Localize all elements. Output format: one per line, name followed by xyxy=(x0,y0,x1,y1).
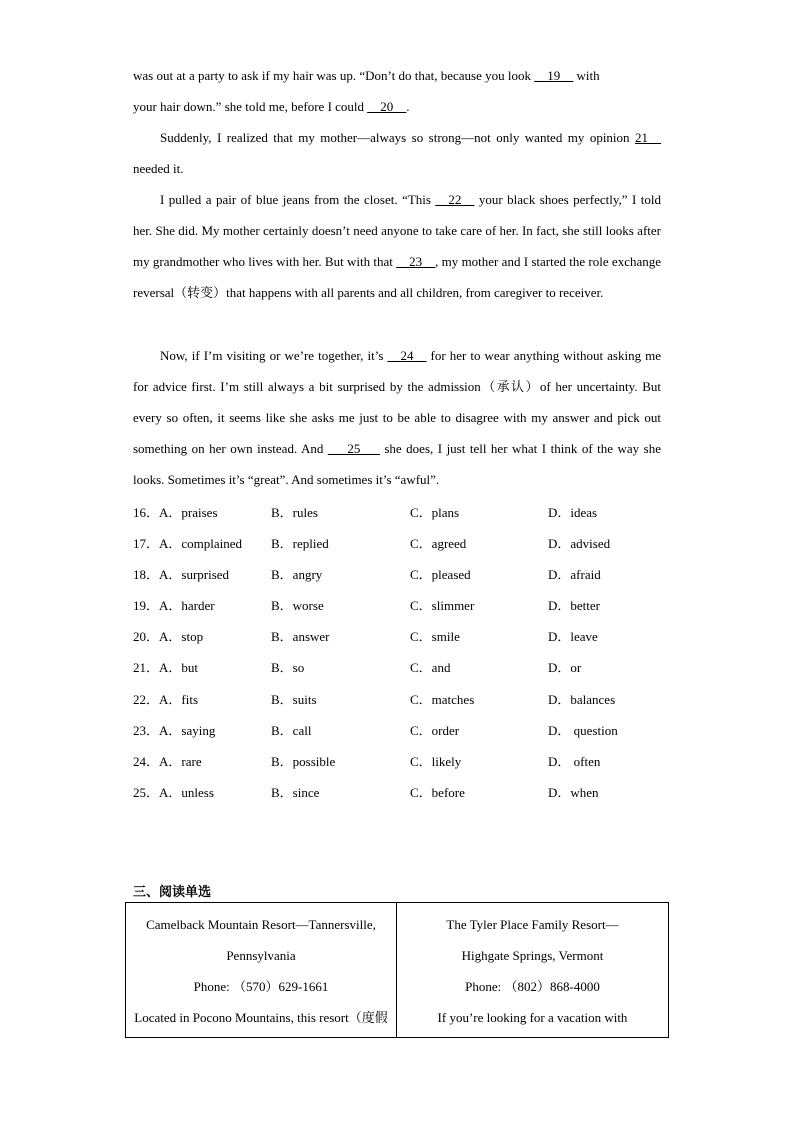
blank-22: __22__ xyxy=(435,192,475,207)
option-a[interactable]: 18．A．surprised xyxy=(133,567,230,583)
resort-cell-right xyxy=(397,903,668,1037)
p4-text-a: Now, if I’m visiting or we’re together, it’s xyxy=(160,348,388,363)
option-row-16 xyxy=(133,497,693,528)
option-d[interactable]: D．or xyxy=(548,660,582,676)
option-c[interactable]: C．matches xyxy=(410,691,475,707)
option-b[interactable]: B．answer xyxy=(271,629,330,645)
option-c[interactable]: C．pleased xyxy=(410,567,471,583)
option-row-24 xyxy=(133,746,693,777)
p3-text-a: I pulled a pair of blue jeans from the closet. “This xyxy=(160,192,436,207)
option-row-19 xyxy=(133,590,693,621)
option-a[interactable]: 21．A．but xyxy=(133,660,199,676)
p1-text-c: your hair down.” she told me, before I could xyxy=(133,99,368,114)
resort-name-line2: Pennsylvania xyxy=(226,948,296,963)
passage-paragraph-3 xyxy=(133,184,661,308)
p1-text-a: was out at a party to ask if my hair was up. “Don’t do that, because you look xyxy=(133,68,535,83)
option-b[interactable]: B．rules xyxy=(271,505,318,520)
resort-phone: Phone: （802）868-4000 xyxy=(465,979,600,994)
blank-23: __23__ xyxy=(396,254,436,269)
option-b[interactable]: B．call xyxy=(271,722,312,738)
options-list xyxy=(133,497,693,808)
resort-name-line1: The Tyler Place Family Resort— xyxy=(446,917,619,932)
p4-text-c: she does, I just tell her what I think of the way she looks. Sometimes it’s “great”. And sometimes it’s “awful”. xyxy=(133,441,661,487)
resort-phone: Phone: （570）629-1661 xyxy=(193,979,329,994)
option-a[interactable]: 23．A．saying xyxy=(133,722,216,738)
blank-21: 21__ xyxy=(635,130,661,145)
blank-20: __20__ xyxy=(367,99,407,114)
option-d[interactable]: D．advised xyxy=(548,536,611,552)
option-c[interactable]: C．likely xyxy=(410,753,462,769)
p2-text-a: Suddenly, I realized that my mother—always so strong—not only wanted my opinion xyxy=(160,130,635,145)
p4-text-b: for her to wear anything without asking me for advice first. I’m still always a bit surprised by the admission（承认）of her uncertainty. But every so often, it seems like she asks me just to be able to disagree with my answer and pick out something on her own instead. And xyxy=(133,348,661,456)
option-b[interactable]: B．worse xyxy=(271,598,324,614)
option-d[interactable]: D．balances xyxy=(548,691,616,707)
option-d[interactable]: D． question xyxy=(548,722,618,738)
option-row-21 xyxy=(133,652,693,683)
resort-name-line2: Highgate Springs, Vermont xyxy=(461,948,604,963)
option-c[interactable]: C．before xyxy=(410,784,465,800)
option-b[interactable]: B．replied xyxy=(271,536,329,552)
resort-cell-left xyxy=(126,903,397,1037)
option-row-17 xyxy=(133,528,693,559)
resort-name-line1: Camelback Mountain Resort—Tannersville, xyxy=(146,917,376,932)
option-c[interactable]: C．agreed xyxy=(410,536,467,552)
passage-paragraph-2 xyxy=(133,122,661,184)
option-b[interactable]: B．suits xyxy=(271,691,317,707)
option-row-22 xyxy=(133,684,693,715)
resort-description: If you’re looking for a vacation with xyxy=(437,1010,628,1025)
option-d[interactable]: D．afraid xyxy=(548,567,601,583)
blank-24: __24__ xyxy=(387,348,427,363)
option-row-25 xyxy=(133,777,693,808)
option-c[interactable]: C．smile xyxy=(410,629,460,645)
p1-text-b: with xyxy=(573,68,600,83)
section-title: 三、阅读单选 xyxy=(133,885,212,900)
option-a[interactable]: 19．A．harder xyxy=(133,598,215,614)
option-d[interactable]: D．better xyxy=(548,598,600,614)
p1-text-d: . xyxy=(406,99,410,114)
option-a[interactable]: 17．A．complained xyxy=(133,536,243,552)
option-a[interactable]: 22．A．fits xyxy=(133,691,199,707)
option-c[interactable]: C．plans xyxy=(410,505,460,520)
option-a[interactable]: 20．A．stop xyxy=(133,629,204,645)
passage-paragraph-1 xyxy=(133,60,661,122)
option-d[interactable]: D．when xyxy=(548,784,599,800)
option-b[interactable]: B．so xyxy=(271,660,305,676)
option-d[interactable]: D． often xyxy=(548,753,601,769)
option-a[interactable]: 16．A．praises xyxy=(133,505,218,520)
option-a[interactable]: 24．A．rare xyxy=(133,753,202,769)
option-b[interactable]: B．angry xyxy=(271,567,323,583)
passage-paragraph-4 xyxy=(133,340,661,495)
resort-description: Located in Pocono Mountains, this resort（度假 xyxy=(134,1010,388,1025)
option-row-20 xyxy=(133,621,693,652)
blank-25: ___25___ xyxy=(327,441,380,456)
option-row-23 xyxy=(133,715,693,746)
option-d[interactable]: D．leave xyxy=(548,629,598,645)
option-a[interactable]: 25．A．unless xyxy=(133,784,214,800)
option-c[interactable]: C．and xyxy=(410,660,451,676)
option-c[interactable]: C．order xyxy=(410,722,460,738)
option-b[interactable]: B．since xyxy=(271,784,320,800)
option-d[interactable]: D．ideas xyxy=(548,505,598,520)
p2-text-b: needed it. xyxy=(133,161,184,176)
p3-text-c: , my mother and I started the role exchange reversal（转变）that happens with all parents and all children, from caregiver to receiver. xyxy=(133,254,661,300)
blank-19: __19__ xyxy=(534,68,574,83)
resort-table xyxy=(125,902,669,1038)
option-row-18 xyxy=(133,559,693,590)
option-b[interactable]: B．possible xyxy=(271,753,336,769)
p3-text-b: your black shoes perfectly,” I told her. She did. My mother certainly doesn’t need anyone to take care of her. In fact, she still looks after my grandmother who lives with her. But with that xyxy=(133,192,661,269)
option-c[interactable]: C．slimmer xyxy=(410,598,475,614)
